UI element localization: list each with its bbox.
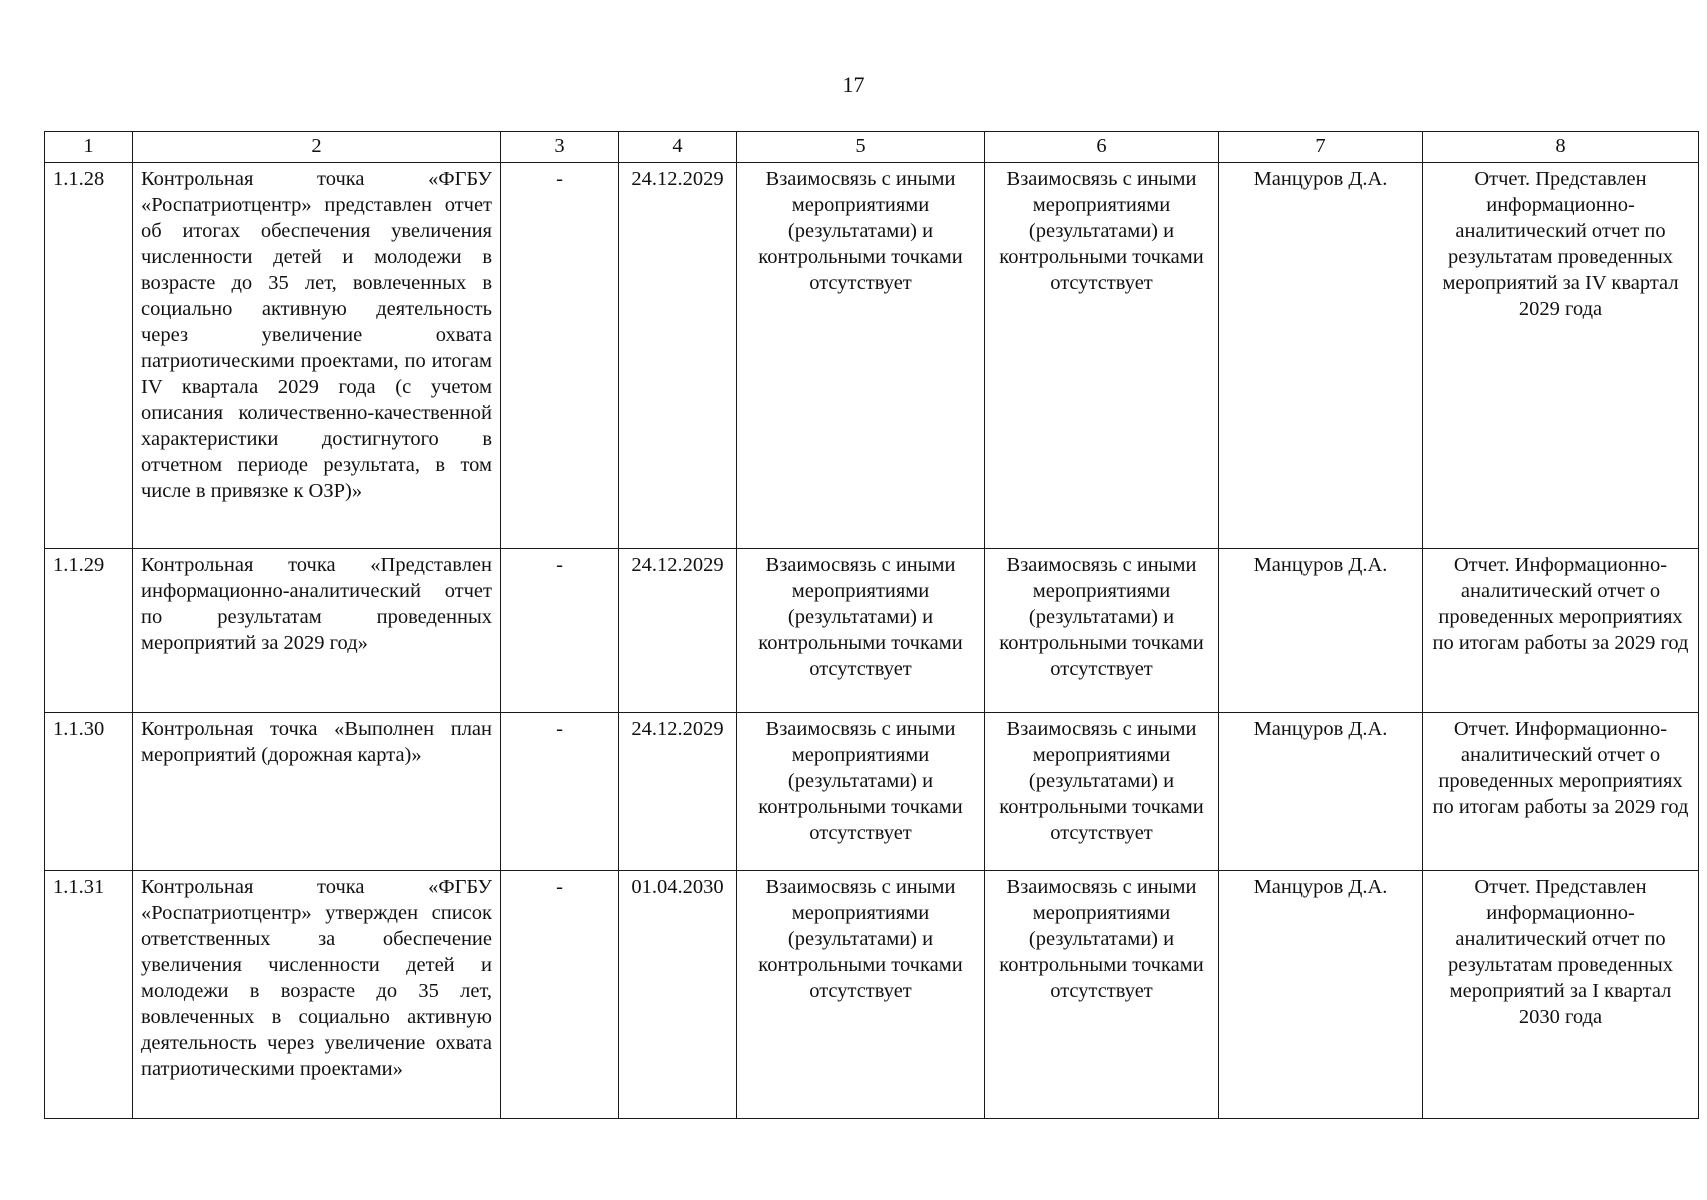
row-number: 1.1.29 — [45, 549, 133, 713]
row-number: 1.1.30 — [45, 713, 133, 871]
predecessors: Взаимосвязь с иными мероприятиями (результатами) и контрольными точками отсутствует — [737, 163, 985, 549]
column-header-6: 6 — [985, 132, 1219, 163]
column-header-1: 1 — [45, 132, 133, 163]
successors: Взаимосвязь с иными мероприятиями (результатами) и контрольными точками отсутствует — [985, 713, 1219, 871]
row-number: 1.1.31 — [45, 871, 133, 1119]
responsible-person: Манцуров Д.А. — [1219, 713, 1423, 871]
responsible-person: Манцуров Д.А. — [1219, 871, 1423, 1119]
result-description: Отчет. Информационно-аналитический отчет о проведенных мероприятиях по итогам работы за 2029 год — [1423, 713, 1699, 871]
table-row — [45, 871, 1699, 1119]
end-date: 24.12.2029 — [619, 549, 737, 713]
checkpoint-name: Контрольная точка «Выполнен план мероприятий (дорожная карта)» — [133, 713, 501, 871]
column-number-row — [45, 132, 1699, 163]
column-header-2: 2 — [133, 132, 501, 163]
end-date: 24.12.2029 — [619, 163, 737, 549]
result-description: Отчет. Представлен информационно-аналитический отчет по результатам проведенных мероприятий за I квартал 2030 года — [1423, 871, 1699, 1119]
checkpoint-name: Контрольная точка «Представлен информационно-аналитический отчет по результатам проведенных мероприятий за 2029 год» — [133, 549, 501, 713]
responsible-person: Манцуров Д.А. — [1219, 163, 1423, 549]
table-row — [45, 713, 1699, 871]
result-description: Отчет. Представлен информационно-аналитический отчет по результатам проведенных мероприятий за IV квартал 2029 года — [1423, 163, 1699, 549]
predecessors: Взаимосвязь с иными мероприятиями (результатами) и контрольными точками отсутствует — [737, 713, 985, 871]
start-date: - — [501, 163, 619, 549]
column-header-7: 7 — [1219, 132, 1423, 163]
start-date: - — [501, 549, 619, 713]
column-header-5: 5 — [737, 132, 985, 163]
predecessors: Взаимосвязь с иными мероприятиями (результатами) и контрольными точками отсутствует — [737, 549, 985, 713]
page-number: 17 — [842, 72, 865, 97]
plan-table — [44, 131, 1699, 1119]
successors: Взаимосвязь с иными мероприятиями (результатами) и контрольными точками отсутствует — [985, 163, 1219, 549]
start-date: - — [501, 713, 619, 871]
successors: Взаимосвязь с иными мероприятиями (результатами) и контрольными точками отсутствует — [985, 871, 1219, 1119]
checkpoint-name: Контрольная точка «ФГБУ «Роспатриотцентр» представлен отчет об итогах обеспечения увеличения численности детей и молодежи в возрасте до 35 лет, вовлеченных в социально активную деятельность через увеличение охвата патриотическими проектами, по итогам IV квартала 2029 года (с учетом описания количественно-качественной характеристики достигнутого в отчетном периоде результата, в том числе в привязке к ОЗР)» — [133, 163, 501, 549]
result-description: Отчет. Информационно-аналитический отчет о проведенных мероприятиях по итогам работы за 2029 год — [1423, 549, 1699, 713]
checkpoint-name: Контрольная точка «ФГБУ «Роспатриотцентр» утвержден список ответственных за обеспечение увеличения численности детей и молодежи в возрасте до 35 лет, вовлеченных в социально активную деятельность через увеличение охвата патриотическими проектами» — [133, 871, 501, 1119]
table-row — [45, 549, 1699, 713]
table-row — [45, 163, 1699, 549]
end-date: 01.04.2030 — [619, 871, 737, 1119]
column-header-4: 4 — [619, 132, 737, 163]
responsible-person: Манцуров Д.А. — [1219, 549, 1423, 713]
row-number: 1.1.28 — [45, 163, 133, 549]
successors: Взаимосвязь с иными мероприятиями (результатами) и контрольными точками отсутствует — [985, 549, 1219, 713]
predecessors: Взаимосвязь с иными мероприятиями (результатами) и контрольными точками отсутствует — [737, 871, 985, 1119]
start-date: - — [501, 871, 619, 1119]
column-header-3: 3 — [501, 132, 619, 163]
column-header-8: 8 — [1423, 132, 1699, 163]
end-date: 24.12.2029 — [619, 713, 737, 871]
